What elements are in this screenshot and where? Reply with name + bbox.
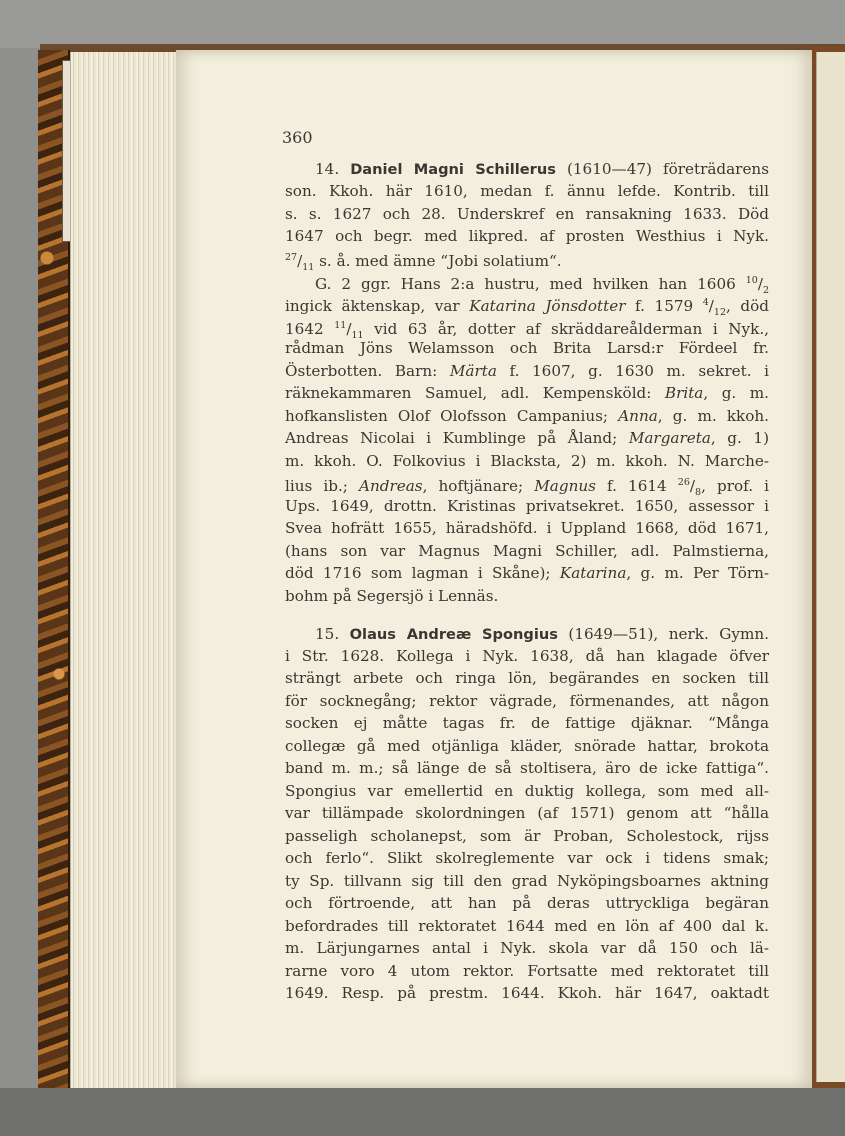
entry-15-line-12: ty Sp. tillvann sig till den grad Nyköpingsboarnes aktning (285, 872, 769, 890)
entry-14-line-17: Svea hofrätt 1655, häradshöfd. i Uppland 1668, död 1671, (285, 519, 769, 537)
entry-15-line-9: var tillämpade skolordningen (af 1571) genom att “hålla (285, 804, 769, 822)
entry-15-line-11: och ferlo“. Slikt skolreglemente var ock i tidens smak; (285, 849, 769, 867)
entry-15-name: Olaus Andreæ Spongius (349, 626, 558, 643)
entry-14-line-11: räknekammaren Samuel, adl. Kempensköld: Brita, g. m. (285, 384, 769, 402)
entry-14-line-20: bohm på Segersjö i Lennäs. (285, 587, 499, 605)
entry-14-line-10: Österbotten. Barn: Märta f. 1607, g. 1630 m. sekret. i (285, 362, 769, 380)
entry-14-line-12: hofkanslisten Olof Olofsson Campanius; Anna, g. m. kkoh. (285, 407, 770, 425)
entry-14-line-18: (hans son var Magnus Magni Schiller, adl. Palmstierna, (285, 542, 769, 560)
entry-14-number: 14. (315, 160, 340, 178)
entry-14-line-2: son. Kkoh. här 1610, medan f. ännu lefde. Kontrib. till (285, 182, 769, 200)
entry-15-line-1: 15. Olaus Andreæ Spongius (1649—51), nerk. Gymn. (315, 625, 770, 643)
entry-15-line-16: rarne voro 4 utom rektor. Fortsatte med rektoratet till (285, 962, 769, 980)
entry-14-line-5: $^{27}/_{11}$ s. å. med ämne “Jobi solatium“. (285, 252, 562, 274)
entry-15-line-6: collegæ gå med otjänliga kläder, snörade hattar, brokota (285, 737, 769, 755)
entry-15-line-14: befordrades till rektoratet 1644 med en lön af 400 dal k. (285, 917, 769, 935)
background-bottom (0, 1088, 845, 1136)
entry-14-line-19: död 1716 som lagman i Skåne); Katarina, g. m. Per Törn- (285, 564, 770, 582)
entry-14-line-8: 1642 $^{11}/_{11}$ vid 63 år, dotter af skräddareålderman i Nyk., (285, 320, 769, 342)
entry-14-line-14: m. kkoh. O. Folkovius i Blacksta, 2) m. kkoh. N. Marche- (285, 452, 769, 470)
page-edges (70, 52, 179, 1088)
entry-15-line-3: strängt arbete och ringa lön, begärandes en socken till (285, 669, 769, 687)
entry-15-line-10: passeligh scholanepst, som är Proban, Scholestock, rijss (285, 827, 769, 845)
entry-14-line-13: Andreas Nicolai i Kumblinge på Åland; Margareta, g. 1) (285, 429, 769, 447)
entry-15-line-7: band m. m.; så länge de så stoltisera, äro de icke fattiga“. (285, 759, 769, 777)
entry-14-name: Daniel Magni Schillerus (350, 161, 556, 178)
entry-14-line-6: G. 2 ggr. Hans 2:a hustru, med hvilken han 1606 $^{10}/_2$ (315, 275, 769, 297)
entry-14-line-1: 14. Daniel Magni Schillerus (1610—47) företrädarens (315, 160, 770, 178)
entry-15-line-2: i Str. 1628. Kollega i Nyk. 1638, då han klagade öfver (285, 647, 769, 665)
entry-15-line-13: och förtroende, att han på deras uttryckliga begäran (285, 894, 769, 912)
entry-15-line-5: socken ej måtte tagas fr. de fattige djäknar. “Många (285, 714, 769, 732)
entry-15-line-17: 1649. Resp. på prestm. 1644. Kkoh. här 1647, oaktadt (285, 984, 769, 1002)
entry-15-number: 15. (315, 625, 340, 643)
entry-14-line-15: lius ib.; Andreas, hoftjänare; Magnus f. 1614 $^{26}/_8$, prof. i (285, 477, 769, 499)
entry-14-line-3: s. s. 1627 och 28. Underskref en ransakning 1633. Död (285, 205, 769, 223)
entry-15-line-15: m. Lärjungarnes antal i Nyk. skola var då 150 och lä- (285, 939, 769, 957)
facing-page-edge (816, 52, 845, 1082)
page-number: 360 (282, 128, 313, 147)
entry-14-line-16: Ups. 1649, drottn. Kristinas privatsekret. 1650, assessor i (285, 497, 769, 515)
background-top (0, 0, 845, 48)
entry-15-line-4: för socknegång; rektor vägrade, förmenandes, att någon (285, 692, 769, 710)
entry-14-line-4: 1647 och begr. med likpred. af prosten Westhius i Nyk. (285, 227, 769, 245)
entry-15-line-8: Spongius var emellertid en duktig kollega, som med all- (285, 782, 769, 800)
entry-14-line-7: ingick äktenskap, var Katarina Jönsdotter f. 1579 $^4/_{12}$, död (285, 297, 769, 319)
entry-14-line-9: rådman Jöns Welamsson och Brita Larsd:r Fördeel fr. (285, 339, 769, 357)
